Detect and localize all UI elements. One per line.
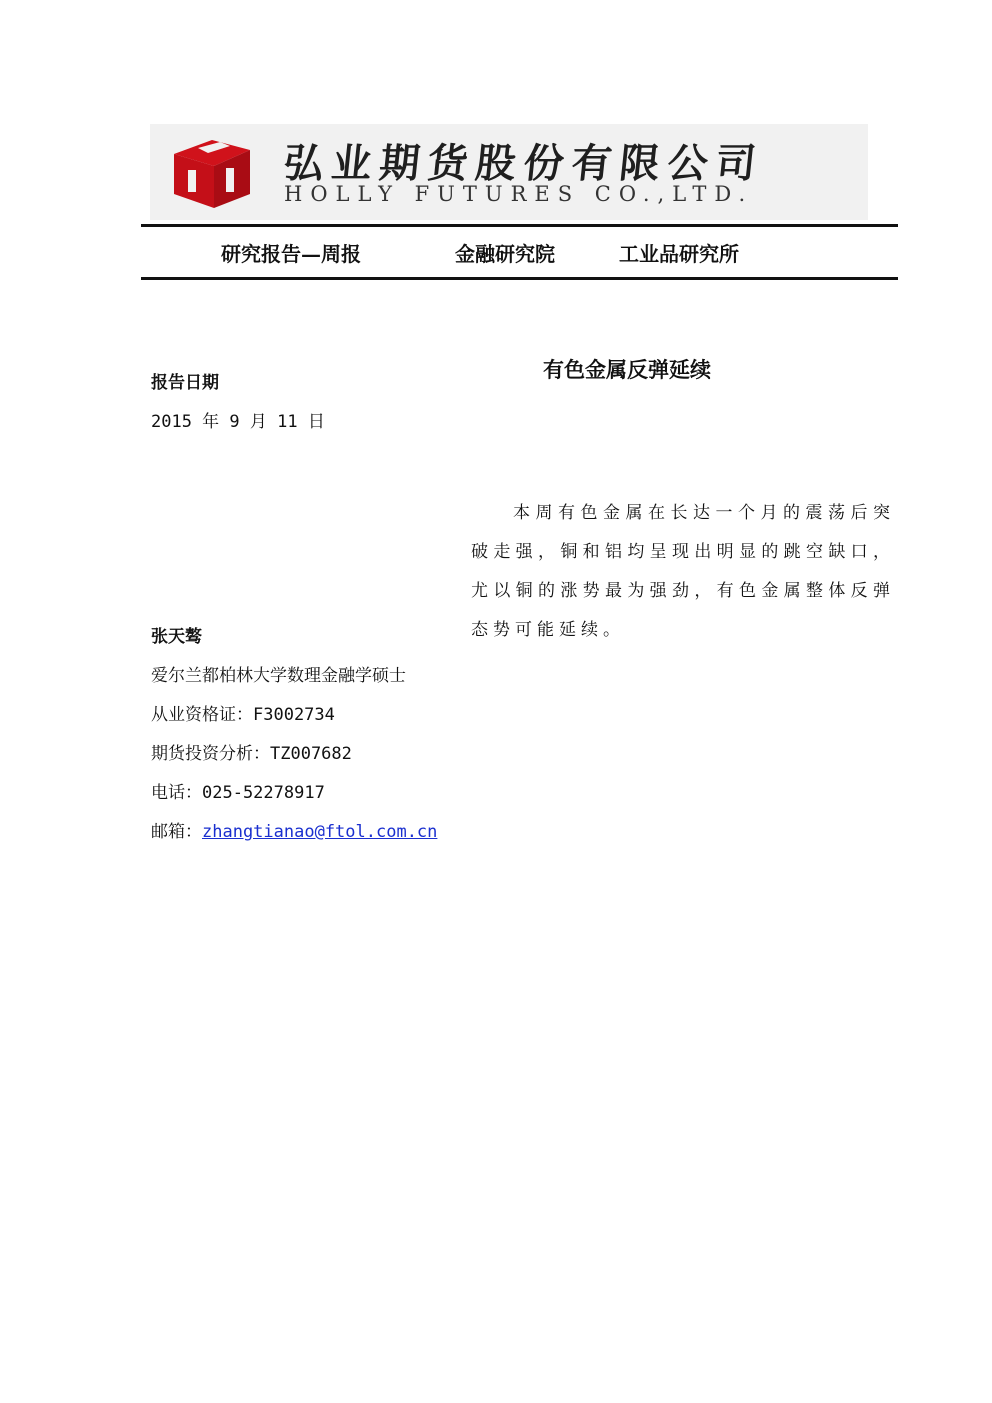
report-title: 有色金属反弹延续 [543,357,711,382]
phone-value: 025-52278917 [202,783,325,803]
analyst-label: 期货投资分析： [151,744,270,764]
report-type-label: 研究报告—周报 [221,242,361,266]
report-date-text: 2015 年 9 月 11 日 [151,412,325,432]
report-date-label: 报告日期 [151,373,219,393]
author-name: 张天骜 [151,627,202,647]
license-label: 从业资格证： [151,705,253,725]
company-name-english: HOLLY FUTURES CO.,LTD. [284,182,754,206]
company-name-chinese: 弘业期货股份有限公司 [281,140,767,187]
author-education: 爱尔兰都柏林大学数理金融学硕士 [151,666,406,686]
report-date-value [151,407,325,432]
email-link[interactable]: zhangtianao@ftol.com.cn [202,822,438,842]
company-logo-icon [168,136,254,210]
report-summary: 本周有色金属在长达一个月的震荡后突破走强，铜和铝均呈现出明显的跳空缺口，尤以铜的涨势最为强劲，有色金属整体反弹态势可能延续。 [471,503,895,640]
institute-label: 金融研究院 [455,242,555,266]
author-analyst-license [151,739,352,764]
author-email [151,817,437,842]
license-value: F3002734 [253,705,335,725]
header-top-rule [141,224,898,227]
email-label: 邮箱： [151,822,202,842]
company-logo-banner [150,124,868,220]
phone-label: 电话： [151,783,202,803]
department-label: 工业品研究所 [619,242,739,266]
analyst-value: TZ007682 [270,744,352,764]
author-license [151,700,335,725]
header-bottom-rule [141,277,898,280]
author-phone [151,778,325,803]
